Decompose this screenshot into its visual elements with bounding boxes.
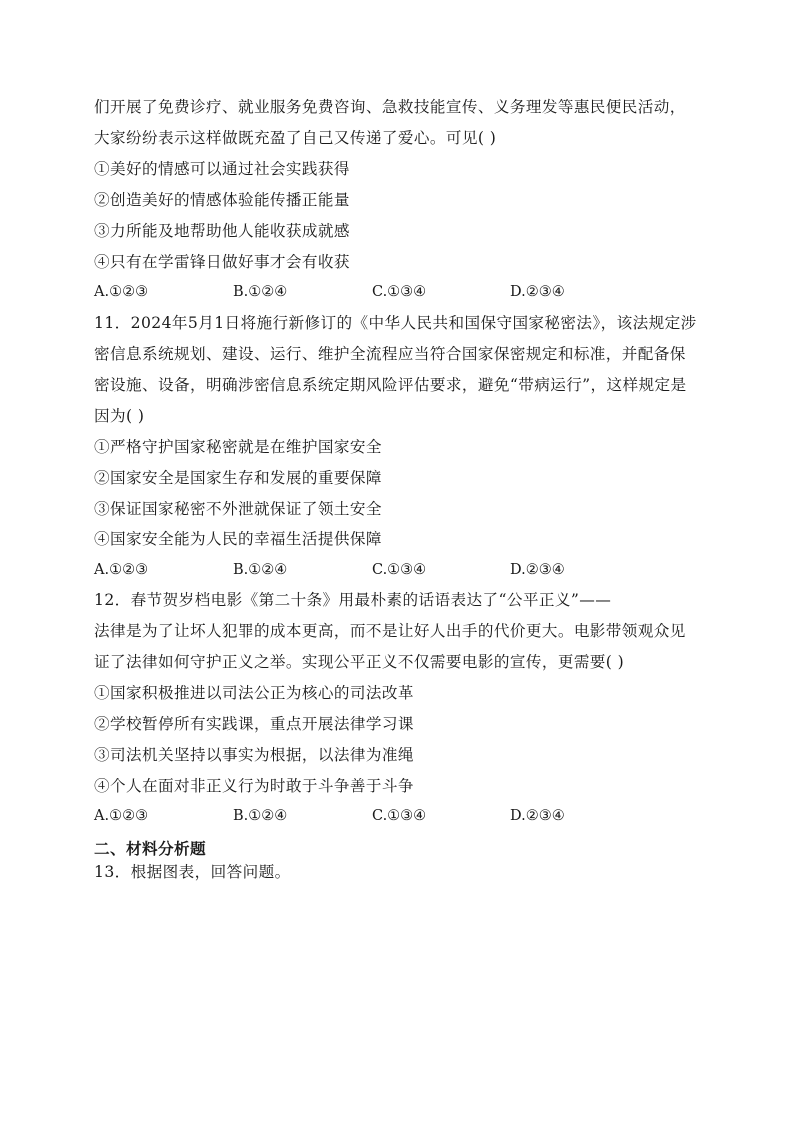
q13-stem: 13．根据图表，回答问题。 [94, 863, 291, 881]
q11-stem-line-2: 密信息系统规划、建设、运行、维护全流程应当符合国家保密规定和标准，并配备保 [94, 345, 686, 363]
q11-stem-line-1: 11．2024年5月1日将施行新修订的《中华人民共和国保守国家秘密法》，该法规定涉 [94, 314, 697, 332]
q10-option-a: A.①②③ [94, 284, 149, 300]
q10-option-b: B.①②④ [233, 284, 288, 300]
q10-stem-line-1: 们开展了免费诊疗、就业服务免费咨询、急救技能宣传、义务理发等惠民便民活动， [94, 98, 686, 116]
q12-stem-line-2: 法律是为了让坏人犯罪的成本更高，而不是让好人出手的代价更大。电影带领观众见 [94, 622, 686, 640]
q11-option-c: C.①③④ [372, 562, 427, 578]
q11-statement-2: ②国家安全是国家生存和发展的重要保障 [94, 469, 382, 487]
q12-option-c: C.①③④ [372, 808, 427, 824]
q11-option-b: B.①②④ [233, 562, 288, 578]
q10-statement-3: ③力所能及地帮助他人能收获成就感 [94, 222, 350, 240]
q11-statement-4: ④国家安全能为人民的幸福生活提供保障 [94, 530, 382, 548]
q12-statement-3: ③司法机关坚持以事实为根据，以法律为准绳 [94, 746, 414, 764]
q11-stem-line-3: 密设施、设备，明确涉密信息系统定期风险评估要求，避免“带病运行”，这样规定是 [94, 376, 687, 394]
q12-statement-4: ④个人在面对非正义行为时敢于斗争善于斗争 [94, 777, 414, 795]
q12-statement-2: ②学校暂停所有实践课，重点开展法律学习课 [94, 715, 414, 733]
q11-options [94, 560, 714, 580]
q11-stem-line-4: 因为( ) [94, 407, 145, 425]
q10-option-d: D.②③④ [510, 284, 565, 300]
q12-stem-line-3: 证了法律如何守护正义之举。实现公平正义不仅需要电影的宣传，更需要( ) [94, 653, 625, 671]
q11-statement-3: ③保证国家秘密不外泄就保证了领土安全 [94, 500, 382, 518]
q10-stem-line-2: 大家纷纷表示这样做既充盈了自己又传递了爱心。可见( ) [94, 129, 497, 147]
q10-statement-2: ②创造美好的情感体验能传播正能量 [94, 191, 350, 209]
q12-option-d: D.②③④ [510, 808, 565, 824]
q11-option-d: D.②③④ [510, 562, 565, 578]
q10-statement-1: ①美好的情感可以通过社会实践获得 [94, 160, 350, 178]
q10-options [94, 282, 714, 302]
q12-option-b: B.①②④ [233, 808, 288, 824]
q12-options [94, 806, 714, 826]
q10-option-c: C.①③④ [372, 284, 427, 300]
q10-statement-4: ④只有在学雷锋日做好事才会有收获 [94, 253, 350, 271]
q11-option-a: A.①②③ [94, 562, 149, 578]
q12-option-a: A.①②③ [94, 808, 149, 824]
section-heading: 二、材料分析题 [94, 840, 206, 858]
q12-stem-line-1: 12．春节贺岁档电影《第二十条》用最朴素的话语表达了“公平正义”—— [94, 591, 612, 609]
q11-statement-1: ①严格守护国家秘密就是在维护国家安全 [94, 438, 382, 456]
q12-statement-1: ①国家积极推进以司法公正为核心的司法改革 [94, 684, 414, 702]
